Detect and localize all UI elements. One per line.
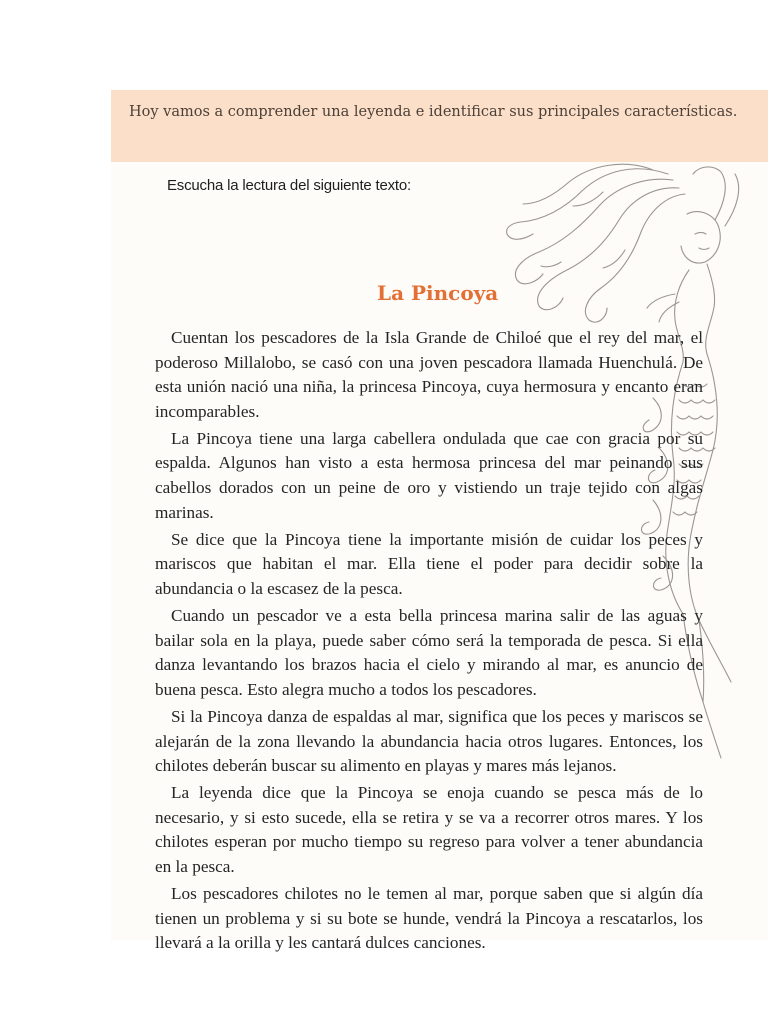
objective-banner xyxy=(111,90,768,162)
story-paragraph: Cuando un pescador ve a esta bella princesa marina salir de las aguas y bailar sola en la playa, puede saber cómo será la temporada de pesca. Si ella danza levantando los brazos hacia el cielo y mirando al mar, es anuncio de buena pesca. Esto alegra mucho a todos los pescadores. xyxy=(155,606,703,699)
story-paragraph: Si la Pincoya danza de espaldas al mar, significa que los peces y mariscos se alejarán de la zona llevando la abundancia hacia otros lugares. Entonces, los chilotes deberán buscar su alimento en playas y mares más lejanos. xyxy=(155,706,703,776)
story-paragraph: Los pescadores chilotes no le temen al mar, porque saben que si algún día tienen un problema y si su bote se hunde, vendrá la Pincoya a rescatarlos, los llevará a la orilla y les cantará dulces canciones. xyxy=(155,884,703,953)
objective-text: Hoy vamos a comprender una leyenda e identificar sus principales características. xyxy=(129,104,738,120)
listening-instruction: Escucha la lectura del siguiente texto: xyxy=(167,177,412,194)
story-paragraph: Se dice que la Pincoya tiene la importante misión de cuidar los peces y mariscos que habitan el mar. Ella tiene el poder para decidir sobre la abundancia o la escasez de la pesca. xyxy=(155,529,703,598)
story-title: La Pincoya xyxy=(377,281,499,305)
story-paragraph: Cuentan los pescadores de la Isla Grande de Chiloé que el rey del mar, el poderoso Millalobo, se casó con una joven pescadora llamada Huenchulá. De esta unión nació una niña, la princesa Pincoya, cuya hermosura y encanto eran incomparables. xyxy=(155,328,703,421)
story-body xyxy=(155,326,703,958)
story-paragraph: La Pincoya tiene una larga cabellera ondulada que cae con gracia por su espalda. Algunos han visto a esta hermosa princesa del mar peinando sus cabellos dorados con un peine de oro y vistiendo un traje tejido con algas marinas. xyxy=(155,428,703,522)
story-paragraph: La leyenda dice que la Pincoya se enoja cuando se pesca más de lo necesario, y si esto sucede, ella se retira y se va a recorrer otros mares. Y los chilotes esperan por mucho tiempo su regreso para volver a tener abundancia en la pesca. xyxy=(155,783,703,876)
document-page xyxy=(111,90,768,953)
